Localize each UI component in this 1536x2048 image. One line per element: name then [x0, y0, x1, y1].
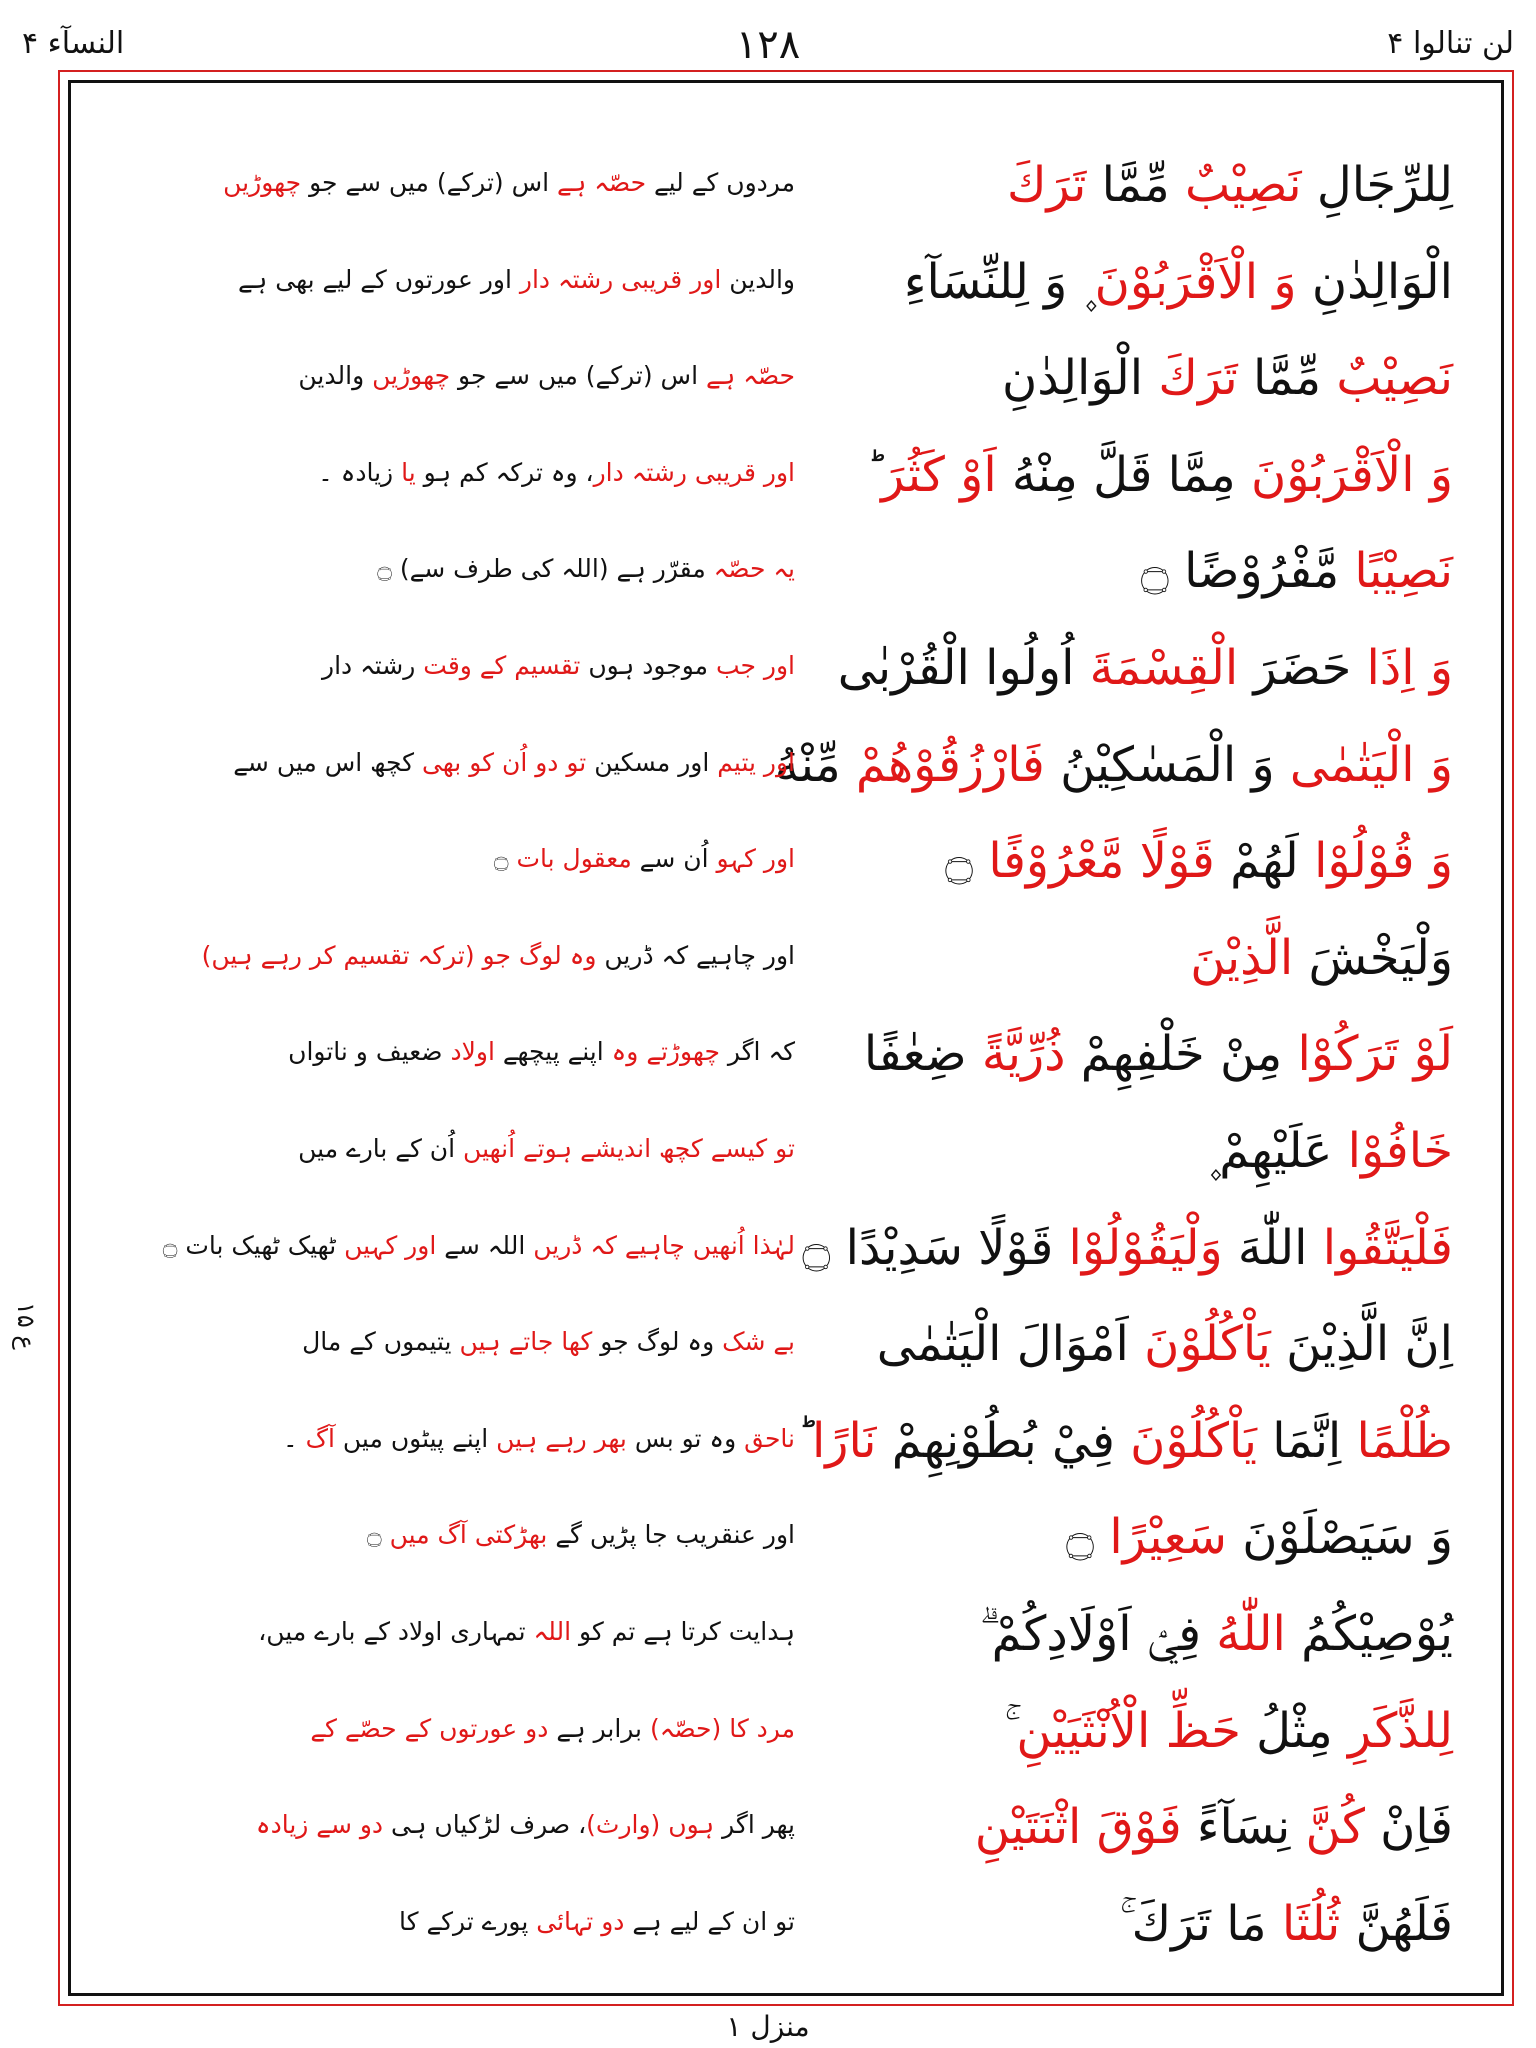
verse-row — [75, 1213, 1497, 1310]
urdu-segment: ۝ — [367, 1520, 390, 1550]
urdu-segment: اور جب — [715, 650, 795, 680]
manzil-footer: منزل ۱ — [726, 2010, 810, 2043]
arabic-segment: ۪ وَ لِلنِّسَآءِ — [903, 253, 1095, 310]
arabic-segment: يَاْكُلُوْنَ — [1144, 1316, 1271, 1373]
page-number: ۱۲۸ — [735, 22, 801, 68]
urdu-segment: تقسیم کے وقت — [423, 650, 581, 680]
verse-row — [75, 1599, 1497, 1696]
arabic-segment: الْوَالِدٰنِ — [1001, 350, 1159, 407]
arabic-verse-line — [733, 730, 1453, 800]
juz-name: لن تنالوا ۴ — [1387, 26, 1514, 61]
arabic-segment: لَوْ تَرَكُوْا — [1297, 1026, 1453, 1083]
arabic-verse-line — [733, 1406, 1453, 1476]
urdu-segment: اپنے پیچھے — [494, 1037, 612, 1067]
arabic-segment: قَوْلًا سَدِيْدًا ۝ — [802, 1219, 1069, 1276]
urdu-segment: بھر رہے ہیں — [496, 1423, 627, 1453]
arabic-segment: ۝ — [944, 833, 989, 890]
urdu-segment: چھوڑیں — [372, 361, 451, 391]
urdu-translation-line — [201, 931, 795, 981]
urdu-segment: چھوڑیں — [223, 168, 302, 197]
arabic-segment: مِّنْهُ — [774, 736, 856, 793]
arabic-segment: اُولُوا الْقُرْبٰى — [837, 639, 1090, 696]
urdu-segment: وہ لوگ جو (ترکہ تقسیم کر رہے ہیں) — [201, 940, 597, 970]
arabic-verse-line — [733, 247, 1453, 317]
verse-row — [75, 633, 1497, 730]
urdu-translation-line — [205, 834, 795, 884]
verse-row — [75, 536, 1497, 633]
urdu-segment: ۔ — [283, 1423, 306, 1453]
arabic-verse-line — [733, 633, 1453, 703]
urdu-segment: یہ حصّہ — [713, 554, 795, 584]
urdu-translation-line — [162, 1221, 795, 1271]
urdu-segment: مردوں کے لیے — [646, 168, 795, 197]
urdu-translation-line — [205, 1607, 795, 1657]
arabic-segment: فِيْ بُطُوْنِهِمْ — [876, 1412, 1131, 1469]
arabic-segment: قَوْلًا مَّعْرُوْفًا — [988, 833, 1215, 890]
verse-row — [75, 247, 1497, 344]
arabic-segment: فَاِنْ — [1364, 1799, 1453, 1856]
arabic-segment: ذُرِّيَّةً — [981, 1026, 1066, 1083]
urdu-translation-line — [205, 1800, 795, 1850]
urdu-segment: کچھ اس میں سے — [233, 747, 422, 777]
arabic-segment: نِسَآءً — [1181, 1799, 1306, 1856]
arabic-verse-line — [733, 150, 1453, 220]
urdu-segment: اولاد — [450, 1037, 495, 1067]
arabic-verse-line — [733, 536, 1453, 606]
urdu-translation-line — [205, 544, 795, 594]
urdu-segment: حصّہ ہے — [557, 168, 647, 197]
verse-row — [75, 1309, 1497, 1406]
urdu-segment: تو کیسے کچھ اندیشے ہوتے اُنھیں — [463, 1133, 795, 1163]
arabic-verse-line — [733, 440, 1453, 510]
arabic-segment: نَارًا — [811, 1412, 877, 1469]
urdu-translation-line — [205, 738, 795, 788]
urdu-segment: لہٰذا اُنھیں چاہیے کہ ڈریں — [533, 1230, 795, 1260]
verse-row — [75, 923, 1497, 1020]
verse-row — [75, 826, 1497, 923]
urdu-segment: دو عورتوں کے حصّے کے — [310, 1713, 549, 1743]
urdu-segment: ، صرف لڑکیاں ہی — [383, 1810, 587, 1840]
urdu-segment: پھر اگر — [714, 1810, 795, 1840]
urdu-segment: والدین — [721, 264, 795, 294]
arabic-segment: مِمَّا قَلَّ مِنْهُ — [996, 446, 1252, 503]
arabic-segment: وَ سَيَصْلَوْنَ — [1227, 1509, 1453, 1566]
urdu-segment: معقول بات — [516, 844, 632, 874]
verse-row — [75, 1406, 1497, 1503]
arabic-segment: مَا تَرَكَ ۚ — [1119, 1895, 1282, 1952]
urdu-segment: اللہ — [533, 1616, 572, 1646]
arabic-segment: تَرَكَ — [1006, 157, 1087, 213]
arabic-segment: مِّمَّا — [1237, 350, 1337, 407]
urdu-segment: اس (ترکے) میں سے جو — [450, 361, 706, 391]
urdu-segment: اور قریبی رشتہ دار — [593, 457, 795, 487]
urdu-translation-line — [205, 448, 795, 498]
urdu-translation-line — [205, 1317, 795, 1367]
arabic-segment: ۝ — [1065, 1509, 1110, 1566]
verse-row — [75, 343, 1497, 440]
urdu-segment: وہ لوگ جو — [592, 1327, 723, 1357]
arabic-segment: سَعِيْرًا — [1109, 1509, 1228, 1566]
arabic-segment: ثُلُثَا — [1281, 1895, 1341, 1952]
verse-row — [75, 1792, 1497, 1889]
urdu-segment: دو تہائی — [536, 1906, 625, 1936]
urdu-segment: اس (ترکے) میں سے جو — [301, 168, 558, 197]
arabic-segment: خَافُوْا — [1347, 1122, 1453, 1179]
urdu-segment: اور عنقریب جا پڑیں گے — [547, 1520, 795, 1550]
arabic-segment: الْوَالِدٰنِ — [1296, 253, 1453, 310]
arabic-segment: وَ اِذَا — [1366, 639, 1453, 696]
arabic-segment: اِنَّمَا — [1256, 1412, 1357, 1469]
arabic-segment: يَاْكُلُوْنَ — [1130, 1412, 1257, 1469]
arabic-verse-line — [733, 1792, 1453, 1862]
arabic-segment: حَضَرَ — [1238, 639, 1367, 696]
arabic-segment: لَهُمْ — [1214, 833, 1315, 890]
arabic-verse-line — [733, 1599, 1453, 1669]
urdu-segment: بھڑکتی آگ میں — [389, 1520, 548, 1550]
arabic-segment: نَصِيْبٌ — [1184, 157, 1302, 213]
verse-row — [75, 1889, 1497, 1986]
urdu-segment: اللہ سے — [436, 1230, 534, 1260]
urdu-segment: آگ — [305, 1423, 335, 1453]
arabic-segment: فِيْۤ اَوْلَادِكُمْ ۗ — [979, 1605, 1217, 1662]
arabic-segment: وَ الْمَسٰكِيْنُ — [1044, 736, 1290, 793]
urdu-segment: مقرّر ہے (اللہ کی طرف سے) ۝ — [377, 554, 714, 584]
urdu-segment: رشتہ دار — [322, 650, 424, 680]
urdu-segment: مرد کا (حصّہ) — [649, 1713, 795, 1743]
arabic-segment: لِلرِّجَالِ — [1301, 157, 1453, 213]
arabic-segment: ؕ — [865, 446, 882, 503]
urdu-segment: کہ اگر — [719, 1037, 795, 1067]
verse-row — [75, 1116, 1497, 1213]
arabic-verse-line — [733, 923, 1453, 993]
urdu-segment: اپنے پیٹوں میں — [334, 1423, 497, 1453]
urdu-segment: یا — [401, 457, 416, 487]
verse-row — [75, 440, 1497, 537]
verse-rows — [75, 150, 1497, 1985]
urdu-segment: چھوڑتے وہ — [611, 1037, 720, 1067]
urdu-segment: تو ان کے لیے ہے — [624, 1906, 795, 1936]
urdu-translation-line — [205, 1704, 795, 1754]
arabic-segment: كُنَّ — [1305, 1799, 1365, 1856]
urdu-segment: اُن سے — [631, 844, 717, 874]
urdu-segment: اور یتیم — [717, 747, 795, 777]
urdu-translation-line — [205, 351, 795, 401]
urdu-segment: ناحق — [744, 1423, 795, 1453]
urdu-segment: اور عورتوں کے لیے بھی ہے — [238, 264, 520, 294]
arabic-verse-line — [733, 1019, 1453, 1089]
arabic-segment: ؕ — [796, 1412, 812, 1469]
verse-row — [75, 1019, 1497, 1116]
urdu-segment: اور قریبی رشتہ دار — [519, 264, 722, 294]
arabic-segment: وَ الْاَقْرَبُوْنَ — [1251, 446, 1453, 503]
urdu-translation-line — [205, 255, 795, 305]
urdu-segment: اُن کے بارے میں — [298, 1133, 464, 1163]
arabic-segment: عَلَيْهِمْ ۪ — [1207, 1122, 1348, 1179]
urdu-segment: حصّہ ہے — [705, 361, 795, 391]
urdu-segment: تمہاری اولاد کے بارے میں، — [258, 1616, 534, 1646]
arabic-segment: ضِعٰفًا — [863, 1026, 982, 1083]
urdu-segment: ضعیف و ناتواں — [288, 1037, 451, 1067]
arabic-segment: اِنَّ الَّذِيْنَ — [1270, 1316, 1453, 1373]
urdu-segment: ہوں (وارث) — [586, 1810, 715, 1840]
urdu-translation-line — [205, 1897, 795, 1947]
arabic-segment: لِلذَّكَرِ — [1347, 1702, 1453, 1759]
arabic-segment: حَظِّ الْاُنْثَيَيْنِ — [1016, 1702, 1241, 1759]
arabic-segment: مِثْلُ — [1240, 1702, 1348, 1759]
urdu-segment: تو دو اُن کو بھی — [421, 747, 587, 777]
arabic-segment: مِنْ خَلْفِهِمْ — [1065, 1026, 1298, 1083]
arabic-segment: مَّفْرُوْضًا ۝ — [1140, 543, 1355, 600]
urdu-segment: اور مسکین — [586, 747, 718, 777]
arabic-segment: اَوْ كَثُرَ — [881, 446, 997, 503]
arabic-segment: نَصِيْبًا — [1354, 543, 1453, 600]
arabic-segment: فَلَهُنَّ — [1340, 1895, 1453, 1952]
arabic-verse-line — [733, 1889, 1453, 1959]
arabic-verse-line — [733, 1116, 1453, 1186]
urdu-segment: پورے ترکے کا — [398, 1906, 537, 1936]
urdu-segment: برابر ہے — [548, 1713, 650, 1743]
arabic-segment: وَ الْاَقْرَبُوْنَ — [1094, 253, 1297, 310]
urdu-segment: والدین — [298, 361, 373, 391]
verse-row — [75, 1696, 1497, 1793]
arabic-segment: اللّٰهُ — [1216, 1605, 1286, 1662]
arabic-verse-line — [733, 1309, 1453, 1379]
urdu-translation-line — [205, 1510, 795, 1560]
urdu-segment: زیادہ ۔ — [318, 457, 402, 487]
arabic-segment: ظُلْمًا — [1356, 1412, 1453, 1469]
ruku-marker: ع ۱۵ — [12, 1302, 40, 1350]
arabic-segment: مِّمَّا — [1086, 157, 1185, 213]
urdu-segment: یتیموں کے مال — [302, 1327, 460, 1357]
arabic-segment: فَوْقَ اثْنَتَيْنِ — [974, 1799, 1182, 1856]
urdu-segment: دو سے زیادہ — [255, 1810, 384, 1840]
arabic-verse-line — [733, 1213, 1453, 1283]
arabic-segment: ۚ — [1004, 1702, 1017, 1759]
urdu-segment: اور چاہیے کہ ڈریں — [596, 940, 795, 970]
urdu-segment: اور کہو — [716, 844, 795, 874]
arabic-segment: الْقِسْمَةَ — [1089, 639, 1239, 696]
urdu-segment: ہدایت کرتا ہے تم کو — [571, 1616, 795, 1646]
urdu-translation-line — [205, 641, 795, 691]
verse-row — [75, 150, 1497, 247]
urdu-segment: کھا جاتے ہیں — [459, 1327, 593, 1357]
arabic-verse-line — [733, 1696, 1453, 1766]
arabic-segment: نَصِيْبٌ — [1336, 350, 1453, 407]
verse-row — [75, 1502, 1497, 1599]
urdu-segment: موجود ہوں — [580, 650, 716, 680]
arabic-segment: وَ قُوْلُوْا — [1314, 833, 1453, 890]
urdu-segment: بے شک — [722, 1327, 795, 1357]
arabic-segment: وَلْيَقُوْلُوْا — [1068, 1219, 1223, 1276]
urdu-translation-line — [205, 1124, 795, 1174]
urdu-segment: وہ تو بس — [626, 1423, 745, 1453]
arabic-verse-line — [733, 826, 1453, 896]
arabic-segment: فَلْيَتَّقُوا — [1322, 1219, 1453, 1276]
arabic-segment: وَ الْيَتٰمٰى — [1289, 736, 1453, 793]
arabic-segment: الَّذِيْنَ — [1190, 929, 1294, 986]
urdu-translation-line — [205, 158, 795, 208]
arabic-segment: وَلْيَخْشَ — [1293, 929, 1453, 986]
urdu-segment: ۝ — [493, 844, 517, 874]
surah-name: النسآء ۴ — [22, 26, 125, 61]
arabic-verse-line — [733, 1502, 1453, 1572]
arabic-segment: يُوْصِيْكُمُ — [1285, 1605, 1453, 1662]
arabic-segment: فَارْزُقُوْهُمْ — [855, 736, 1045, 793]
urdu-segment: اور کہیں — [344, 1230, 437, 1260]
arabic-verse-line — [733, 343, 1453, 413]
arabic-segment: اللّٰهَ — [1222, 1219, 1323, 1276]
urdu-translation-line — [205, 1027, 795, 1077]
arabic-segment: اَمْوَالَ الْيَتٰمٰى — [876, 1316, 1145, 1373]
urdu-segment: ٹھیک ٹھیک بات ۝ — [162, 1230, 345, 1260]
urdu-segment: ، وہ ترکہ کم ہو — [415, 457, 594, 487]
verse-row — [75, 730, 1497, 827]
urdu-translation-line — [205, 1414, 795, 1464]
arabic-segment: تَرَكَ — [1158, 350, 1238, 407]
